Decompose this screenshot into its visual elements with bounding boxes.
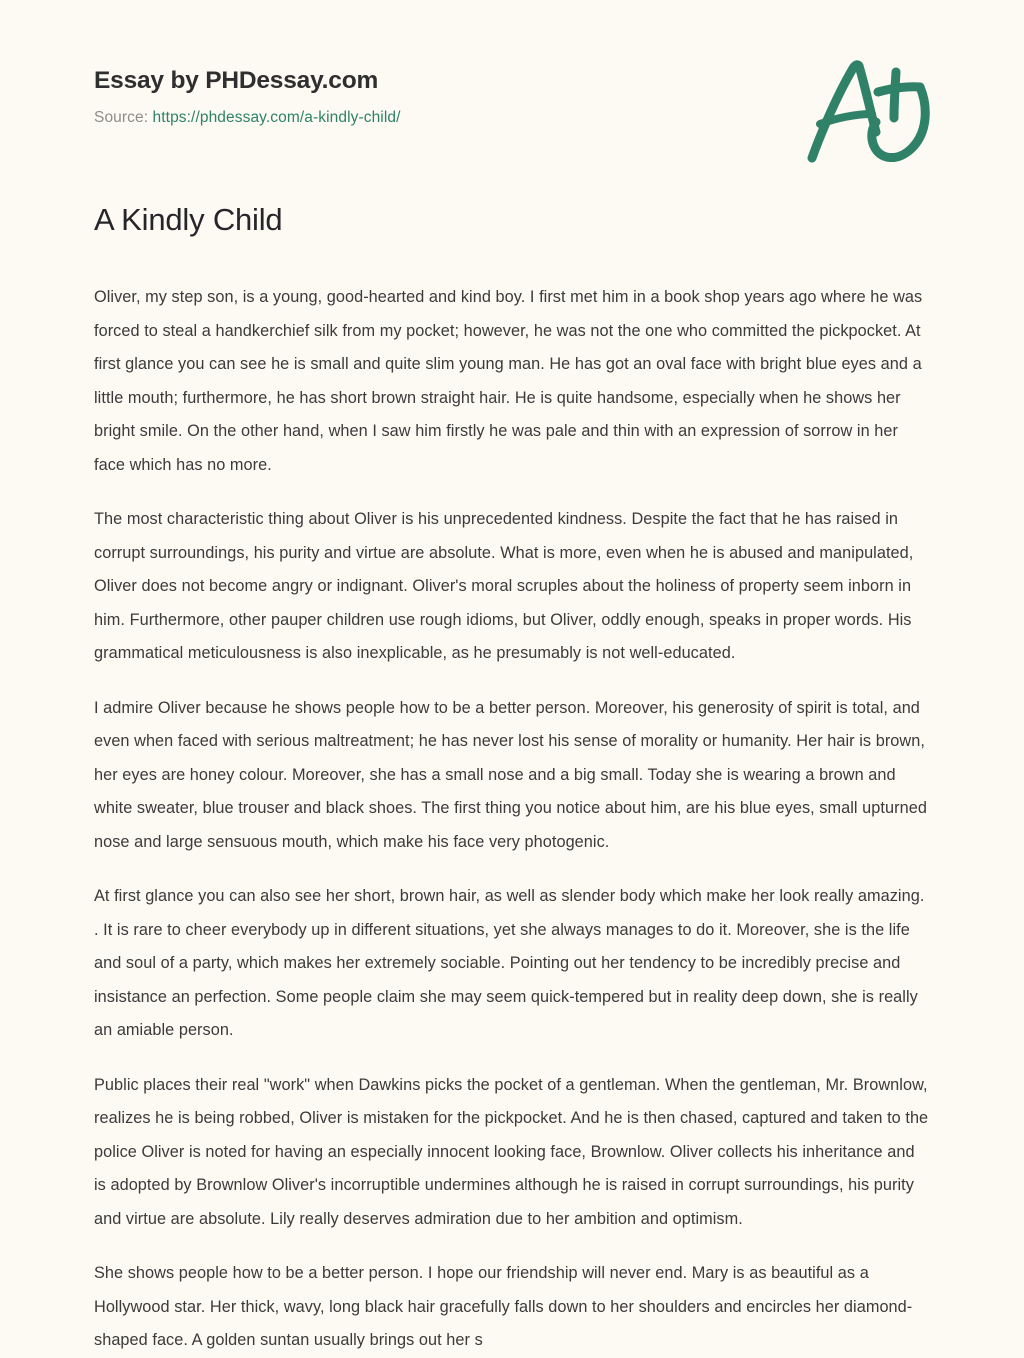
a-plus-logo-icon (798, 48, 938, 173)
essay-body (94, 238, 930, 1358)
brand-title: Essay by PHDessay.com (94, 67, 379, 94)
page-title: A Kindly Child (94, 202, 283, 237)
paragraph: Oliver, my step son, is a young, good-hearted and kind boy. I first met him in a book shop years ago where he was forced to steal a handkerchief silk from my pocket; however, he was not the one who committed the pickpocket. At first glance you can see he is small and quite slim young man. He has got an oval face with bright blue eyes and a little mouth; furthermore, he has short brown straight hair. He is quite handsome, especially when he shows her bright smile. On the other hand, when I saw him firstly he was pale and thin with an expression of sorrow in her face which has no more. (94, 288, 923, 474)
paragraph: I admire Oliver because he shows people how to be a better person. Moreover, his generosity of spirit is total, and even when faced with serious maltreatment; he has never lost his sense of morality or humanity. Her hair is brown, her eyes are honey colour. Moreover, she has a small nose and a big small. Today she is wearing a brown and white sweater, blue trouser and black shoes. The first thing you notice about him, are his blue eyes, small upturned nose and large sensuous mouth, which make his face very photogenic. (94, 698, 927, 851)
source-label: Source: (94, 108, 149, 126)
source-url-link[interactable]: https://phdessay.com/a-kindly-child/ (152, 108, 401, 126)
paragraph: At first glance you can also see her short, brown hair, as well as slender body which make her look really amazing. . It is rare to cheer everybody up in different situations, yet she always manages to do it. Moreover, she is the life and soul of a party, which makes her extremely sociable. Pointing out her tendency to be incredibly precise and insistance an perfection. Some people claim she may seem quick-tempered but in reality deep down, she is really an amiable person. (94, 887, 925, 1040)
paragraph: Public places their real "work" when Dawkins picks the pocket of a gentleman. When the gentleman, Mr. Brownlow, realizes he is being robbed, Oliver is mistaken for the pickpocket. And he is then chased, captured and taken to the police Oliver is noted for having an especially innocent looking face, Brownlow. Oliver collects his inheritance and is adopted by Brownlow Oliver's incorruptible undermines although he is raised in corrupt surroundings, his purity and virtue are absolute. Lily really deserves admiration due to her ambition and optimism. (94, 1075, 929, 1228)
paragraph: She shows people how to be a better person. I hope our friendship will never end. Mary is as beautiful as a Hollywood star. Her thick, wavy, long black hair gracefully falls down to her shoulders and encircles her diamond-shaped face. A golden suntan usually brings out her s (94, 1264, 913, 1350)
page-header (94, 0, 930, 126)
paragraph: The most characteristic thing about Oliver is his unprecedented kindness. Despite the fact that he has raised in corrupt surroundings, his purity and virtue are absolute. What is more, even when he is abused and manipulated, Oliver does not become angry or indignant. Oliver's moral scruples about the holiness of property seem inborn in him. Furthermore, other pauper children use rough idioms, but Oliver, oddly enough, speaks in proper words. His grammatical meticulousness is also inexplicable, as he presumably is not well-educated. (94, 510, 914, 663)
